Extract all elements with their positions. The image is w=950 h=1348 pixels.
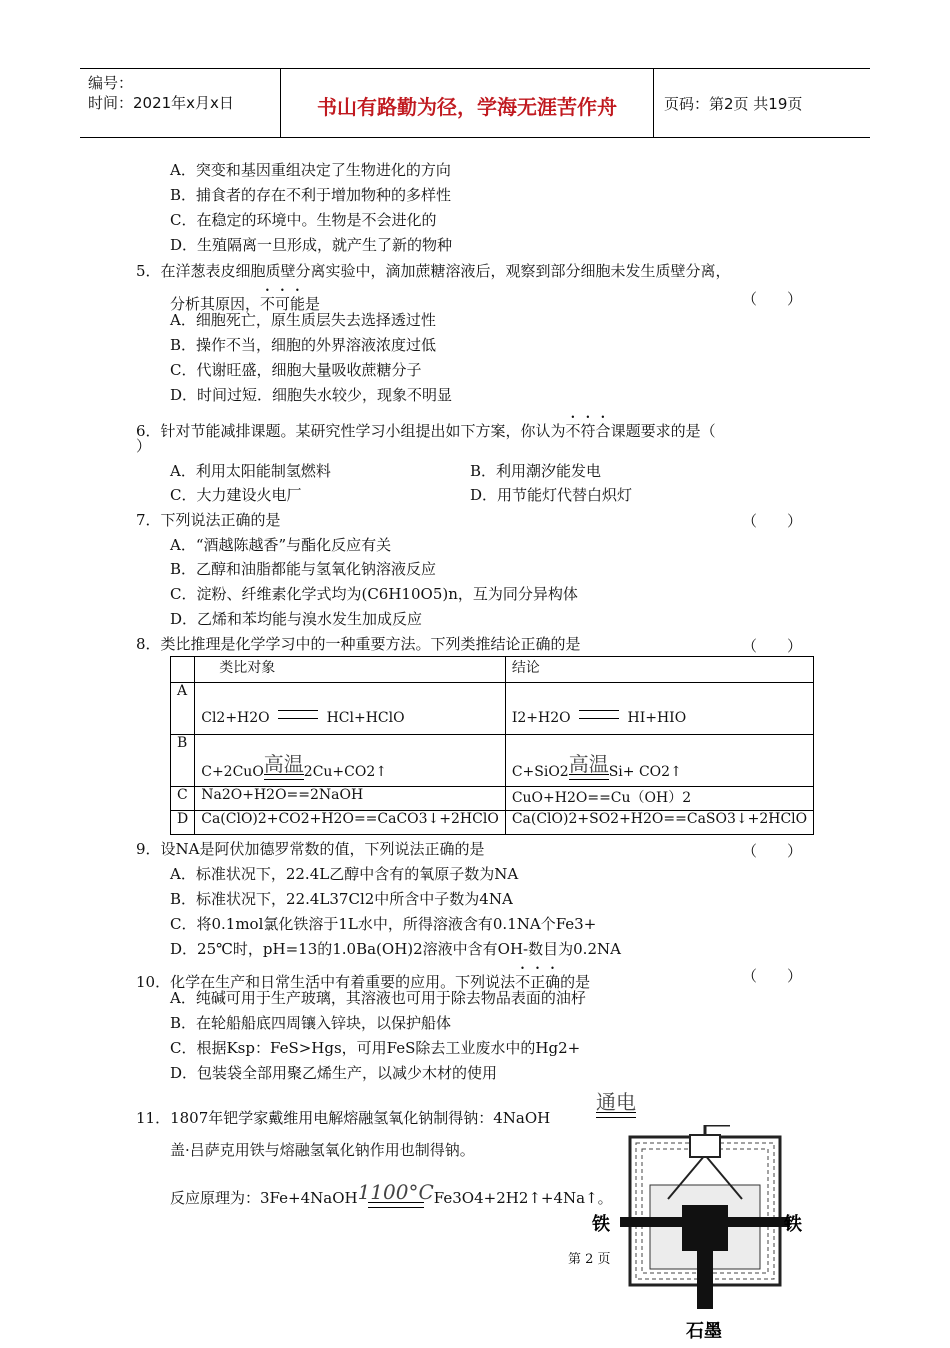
row-a-left bbox=[195, 683, 506, 735]
electrolysis-apparatus-diagram bbox=[590, 1125, 805, 1344]
row-c-left: Na2O+H2O==2NaOH bbox=[195, 787, 506, 811]
q9-option-c: C．将0.1mol氯化铁溶于1L水中，所得溶液含有0.1NA个Fe3+ bbox=[170, 915, 597, 933]
condition-text: 通电 bbox=[596, 1090, 636, 1114]
q4-option-b: B．捕食者的存在不利于增加物种的多样性 bbox=[170, 186, 452, 204]
q11-line3-pre: 反应原理为：3Fe+4NaOH bbox=[170, 1189, 358, 1207]
q10-option-c: C．根据Ksp：FeS>Hgs，可用FeS除去工业废水中的Hg2+ bbox=[170, 1039, 581, 1057]
q6-option-c: C．大力建设火电厂 bbox=[170, 486, 302, 504]
row-label: B bbox=[171, 735, 195, 787]
q4-option-c: C．在稳定的环境中。生物是不会进化的 bbox=[170, 211, 437, 229]
table-header-row bbox=[171, 657, 814, 683]
high-temp-condition bbox=[569, 754, 609, 780]
q10-stem-pre: 10．化学在生产和日常生活中有着重要的应用。下列说法 bbox=[136, 973, 516, 991]
q9-option-a: A．标准状况下，22.4L乙醇中含有的氧原子数为NA bbox=[170, 865, 519, 883]
q6-stem-pre: 6．针对节能减排课题。某研究性学习小组提出如下方案，你认为 bbox=[136, 422, 566, 440]
header-page-cell bbox=[654, 69, 870, 137]
q6-option-b: B．利用潮汐能发电 bbox=[470, 462, 602, 480]
reversible-arrow-icon bbox=[575, 704, 623, 726]
q11-line1: 11．1807年钯学家戴维用电解熔融氢氧化钠制得钠：4NaOH bbox=[136, 1109, 551, 1127]
table-row bbox=[171, 735, 814, 787]
q5-stem-line1: 5．在洋葱表皮细胞质壁分离实验中，滴加蔗糖溶液后，观察到部分细胞未发生质壁分离， bbox=[136, 262, 731, 280]
table-header-object: 类比对象 bbox=[195, 657, 506, 683]
q5-option-c: C．代谢旺盛，细胞大量吸收蔗糖分子 bbox=[170, 361, 422, 379]
electrolysis-condition bbox=[596, 1092, 636, 1118]
row-d-left: Ca(ClO)2+CO2+H2O==CaCO3↓+2HClO bbox=[195, 811, 506, 835]
row-b-left-rhs: 2Cu+CO2↑ bbox=[303, 764, 387, 780]
q9-stem: 9．设NA是阿伏加德罗常数的值，下列说法正确的是 bbox=[136, 840, 485, 858]
q8-answer-paren: （ ） bbox=[742, 637, 803, 655]
q5-stem-emphasis: 不可能 bbox=[260, 295, 306, 313]
table-row bbox=[171, 811, 814, 835]
q4-option-a: A．突变和基因重组决定了生物进化的方向 bbox=[170, 161, 451, 179]
q5-stem-post: 是 bbox=[305, 295, 321, 313]
row-b-right-lhs: C+SiO2 bbox=[511, 764, 569, 780]
q11-line3 bbox=[170, 1182, 613, 1208]
row-a-right-lhs: I2+H2O bbox=[511, 710, 571, 726]
page-number-label: 页码：第2页 共19页 bbox=[664, 95, 803, 113]
q9-answer-paren: （ ） bbox=[742, 842, 803, 860]
q7-stem: 7．下列说法正确的是 bbox=[136, 511, 281, 529]
q6-option-a: A．利用太阳能制氢燃料 bbox=[170, 462, 331, 480]
diagram-label-bottom: 石墨 bbox=[686, 1321, 722, 1342]
row-b-right-rhs: Si+ CO2↑ bbox=[608, 764, 682, 780]
q6-stem-emphasis: 不符合 bbox=[565, 422, 611, 440]
q5-option-b: B．操作不当，细胞的外界溶液浓度过低 bbox=[170, 336, 437, 354]
row-c-right: CuO+H2O==Cu（OH）2 bbox=[505, 787, 813, 811]
motto: 书山有路勤为径，学海无涯苦作舟 bbox=[317, 95, 617, 119]
condition-text: 1100°C bbox=[357, 1180, 434, 1204]
q7-option-d: D．乙烯和苯均能与溴水发生加成反应 bbox=[170, 610, 423, 628]
table-row bbox=[171, 683, 814, 735]
row-label: C bbox=[171, 787, 195, 811]
date-label: 时间：2021年x月x日 bbox=[88, 94, 234, 112]
q10-option-a: A．纯碱可用于生产玻璃，其溶液也可用于除去物品表面的油杍 bbox=[170, 989, 586, 1007]
q5-option-d: D．时间过短．细胞失水较少，现象不明显 bbox=[170, 386, 453, 404]
row-a-left-rhs: HCl+HClO bbox=[326, 710, 405, 726]
table-header-conclusion: 结论 bbox=[505, 657, 813, 683]
table-header-blank bbox=[171, 657, 195, 683]
q4-option-d: D．生殖隔离一旦形成，就产生了新的物种 bbox=[170, 236, 453, 254]
row-label: A bbox=[171, 683, 195, 735]
row-b-left bbox=[195, 735, 506, 787]
page-header bbox=[80, 68, 870, 138]
q7-option-c: C．淀粉、纤维素化学式均为(C6H10O5)n，互为同分异构体 bbox=[170, 585, 578, 603]
header-motto-cell bbox=[281, 69, 654, 137]
row-b-right bbox=[505, 735, 813, 787]
condition-text: 高温 bbox=[568, 752, 609, 776]
q7-option-b: B．乙醇和油脂都能与氢氧化钠溶液反应 bbox=[170, 560, 437, 578]
q6-option-d: D．用节能灯代替白炽灯 bbox=[470, 486, 633, 504]
page-footer: 第 2 页 bbox=[568, 1252, 611, 1267]
q6-stem-line2: ） bbox=[136, 437, 152, 455]
row-label: D bbox=[171, 811, 195, 835]
diagram-label-right: 铁 bbox=[784, 1214, 802, 1235]
apparatus-drawing bbox=[590, 1125, 805, 1344]
q8-stem: 8．类比推理是化学学习中的一种重要方法。下列类推结论正确的是 bbox=[136, 635, 581, 653]
row-a-left-lhs: Cl2+H2O bbox=[201, 710, 270, 726]
q10-option-d: D．包装袋全部用聚乙烯生产，以减少木材的使用 bbox=[170, 1064, 498, 1082]
q10-option-b: B．在轮船船底四周镶入锌块，以保护船体 bbox=[170, 1014, 452, 1032]
temperature-condition bbox=[358, 1182, 434, 1208]
q11-line2: 盖·吕萨克用铁与熔融氢氧化钠作用也制得钠。 bbox=[170, 1141, 475, 1159]
row-a-right bbox=[505, 683, 813, 735]
table-row bbox=[171, 787, 814, 811]
row-b-left-lhs: C+2CuO bbox=[201, 764, 264, 780]
q11-line3-post: Fe3O4+2H2↑+4Na↑。 bbox=[433, 1189, 613, 1207]
q5-stem-pre: 分析其原因， bbox=[170, 295, 261, 313]
q7-option-a: A．“酒越陈越香”与酯化反应有关 bbox=[170, 536, 392, 554]
header-meta bbox=[80, 69, 281, 137]
diagram-label-left: 铁 bbox=[592, 1214, 610, 1235]
condition-text: 高温 bbox=[263, 752, 304, 776]
q10-answer-paren: （ ） bbox=[742, 967, 803, 985]
q10-stem-emphasis: 不正确 bbox=[515, 973, 561, 991]
q10-stem-post: 的是 bbox=[560, 973, 591, 991]
analogy-table bbox=[170, 656, 814, 835]
row-a-right-rhs: HI+HIO bbox=[627, 710, 687, 726]
q6-stem-line1 bbox=[136, 413, 716, 441]
q9-option-d: D．25℃时，pH=13的1.0Ba(OH)2溶液中含有OH-数目为0.2NA bbox=[170, 940, 621, 958]
q6-stem-post: 课题要求的是（ bbox=[610, 422, 716, 440]
q5-option-a: A．细胞死亡，原生质层失去选择透过性 bbox=[170, 311, 436, 329]
serial-label: 编号： bbox=[88, 74, 134, 92]
row-d-right: Ca(ClO)2+SO2+H2O==CaSO3↓+2HClO bbox=[505, 811, 813, 835]
q9-option-b: B．标准状况下，22.4L37Cl2中所含中子数为4NA bbox=[170, 890, 513, 908]
high-temp-condition bbox=[264, 754, 304, 780]
reversible-arrow-icon bbox=[274, 704, 322, 726]
q5-answer-paren: （ ） bbox=[742, 290, 803, 308]
q7-answer-paren: （ ） bbox=[742, 512, 803, 530]
